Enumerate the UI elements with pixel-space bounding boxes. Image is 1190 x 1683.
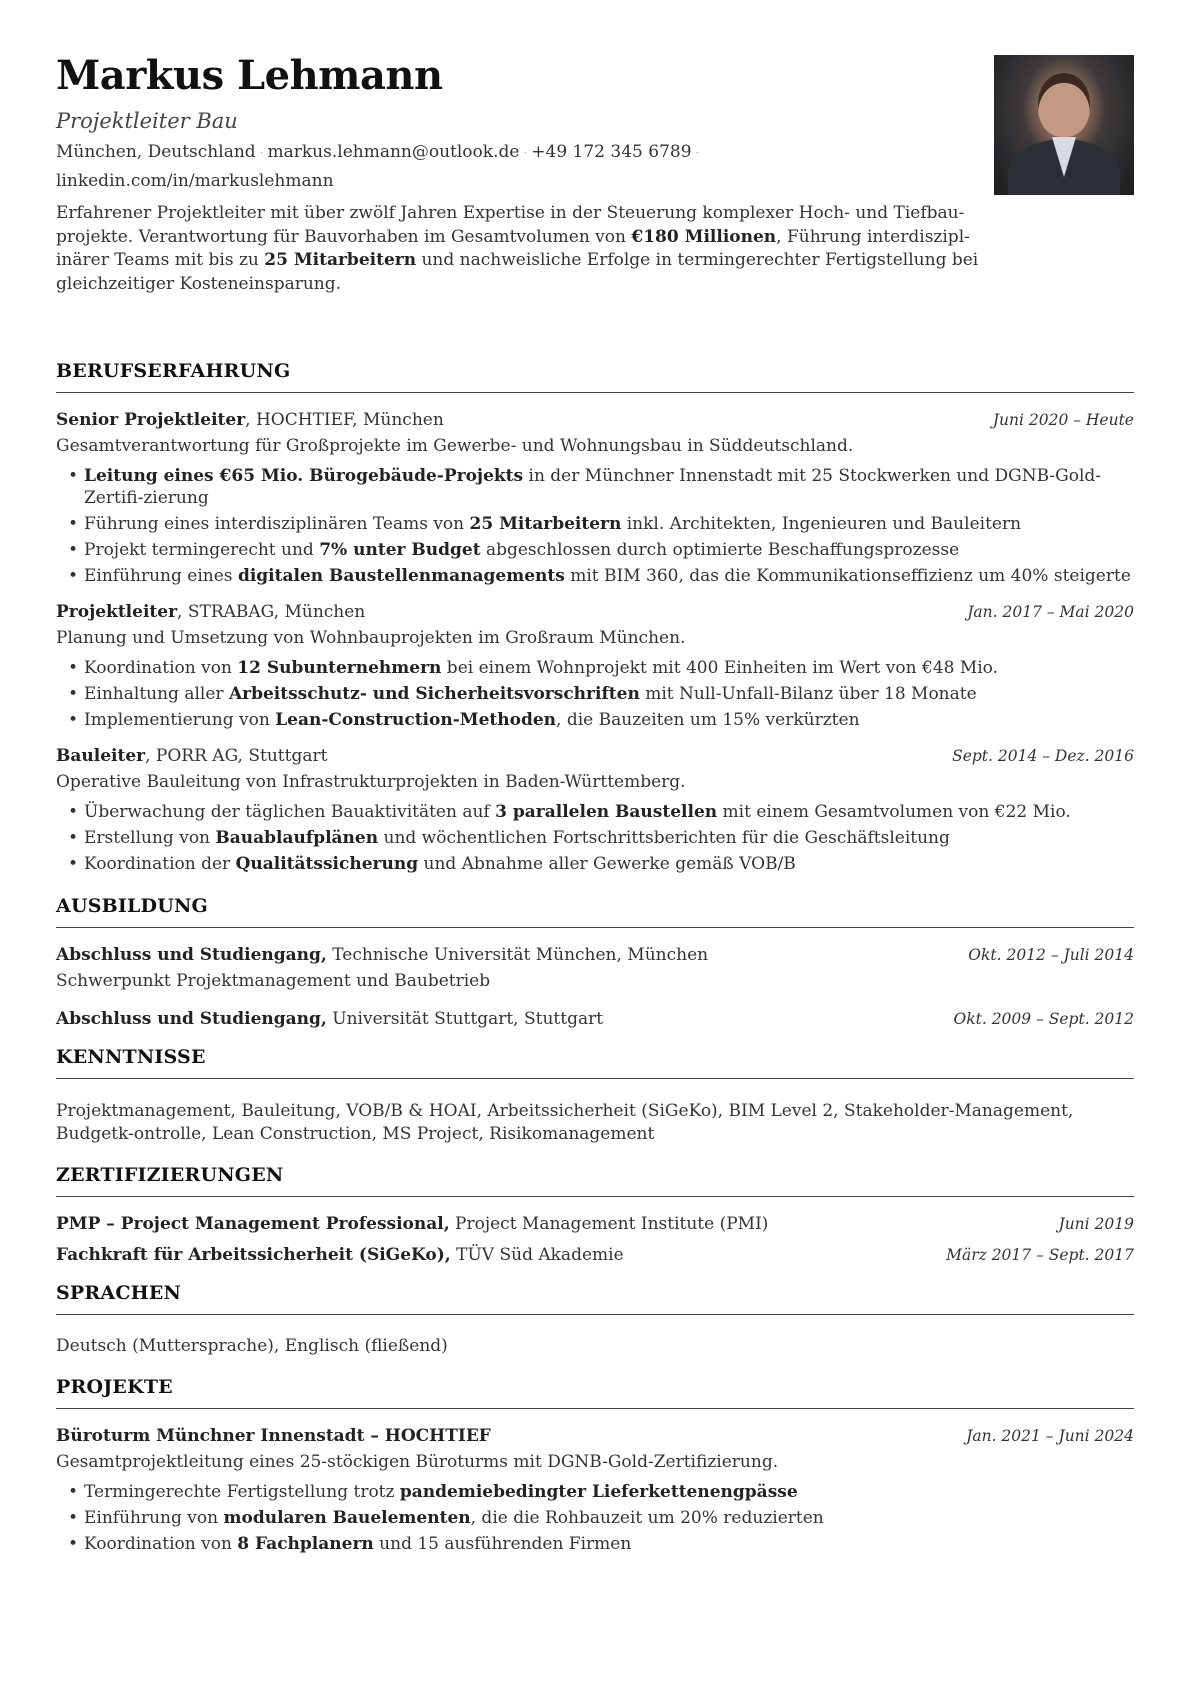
entry-role: Projektleiter [56, 602, 178, 622]
entry-heading [56, 1006, 1134, 1032]
section-title-languages: SPRACHEN [56, 1280, 1134, 1315]
entry-heading [56, 1242, 1134, 1268]
bullet-item [84, 1507, 1134, 1529]
body-text: Erfahrener Projektleiter mit über zwölf Jahren Expertise in der Steuerung komplexer Hoch- und Tiefbau-projekte. Verantwortung für Bauvorhaben im Gesamtvolumen von [56, 203, 965, 247]
section-certifications [56, 1162, 1134, 1268]
body-text: , die die Rohbauzeit um 20% reduzierten [470, 1508, 824, 1528]
bullet-item [84, 1481, 1134, 1503]
entry-description: Planung und Umsetzung von Wohnbauprojekten im Großraum München. [56, 628, 686, 648]
body-text: , die Bauzeiten um 15% verkürzten [556, 710, 860, 730]
entry-role: Büroturm Münchner Innenstadt – HOCHTIEF [56, 1426, 491, 1446]
entry-heading [56, 407, 1134, 433]
entry-role: PMP – Project Management Professional, [56, 1214, 450, 1234]
section-skills [56, 1044, 1134, 1146]
body-text: Koordination von [84, 1534, 238, 1554]
body-text: Einführung von [84, 1508, 224, 1528]
body-text: Überwachung der täglichen Bauaktivitäten auf [84, 802, 496, 822]
bullet-item [84, 513, 1134, 535]
body-text: mit Null-Unfall-Bilanz über 18 Monate [639, 684, 977, 704]
entry-date: Sept. 2014 – Dez. 2016 [952, 747, 1134, 765]
resume-page [56, 52, 1134, 1559]
entry-organization: , PORR AG, Stuttgart [145, 746, 328, 766]
entry-heading [56, 1423, 1134, 1449]
emphasis-text: 25 Mitarbeitern [264, 250, 417, 270]
profile-photo [994, 55, 1134, 195]
body-text: in der Münchner Innenstadt mit 25 Stockwerken und DGNB-Gold-Zertifi-zierung [84, 466, 1102, 508]
emphasis-text: 3 parallelen Baustellen [495, 802, 718, 822]
section-experience [56, 358, 1134, 875]
languages-text: Deutsch (Muttersprache), Englisch (fließend) [56, 1336, 448, 1356]
section-projects [56, 1374, 1134, 1555]
entry-date: Juni 2020 – Heute [992, 411, 1134, 429]
body-text: und 15 ausführenden Firmen [373, 1534, 632, 1554]
entry-heading [56, 743, 1134, 769]
bullet-item [84, 657, 1134, 679]
body-text: bei einem Wohnprojekt mit 400 Einheiten im Wert von €48 Mio. [441, 658, 999, 678]
education-entry [56, 942, 1134, 994]
body-text: abgeschlossen durch optimierte Beschaffungsprozesse [480, 540, 960, 560]
section-title-education: AUSBILDUNG [56, 893, 1134, 928]
candidate-title: Projektleiter Bau [56, 109, 238, 133]
entry-date: Jan. 2021 – Juni 2024 [966, 1427, 1134, 1445]
emphasis-text: pandemiebedingter Lieferkettenengpässe [399, 1482, 798, 1502]
bullet-item [84, 709, 1134, 731]
entry-organization: Universität Stuttgart, Stuttgart [326, 1009, 604, 1029]
entry-description: Gesamtverantwortung für Großprojekte im Gewerbe- und Wohnungsbau in Süddeutschland. [56, 436, 854, 456]
profile-summary [56, 202, 986, 296]
entry-role: Abschluss und Studiengang, [56, 1009, 327, 1029]
section-title-certifications: ZERTIFIZIERUNGEN [56, 1162, 1134, 1197]
body-text: Koordination von [84, 658, 238, 678]
entry-date: März 2017 – Sept. 2017 [946, 1246, 1134, 1264]
entry-description: Operative Bauleitung von Infrastrukturprojekten in Baden-Württemberg. [56, 772, 686, 792]
contact-separator: · [695, 146, 700, 160]
certification-entry [56, 1211, 1134, 1237]
entry-organization: , STRABAG, München [177, 602, 366, 622]
entry-role: Bauleiter [56, 746, 146, 766]
photo-head [1038, 73, 1090, 137]
entry-bullet-list [56, 1481, 1134, 1555]
project-entry [56, 1423, 1134, 1555]
experience-entry [56, 599, 1134, 731]
bullet-item [84, 827, 1134, 849]
bullet-item [84, 853, 1134, 875]
body-text: Termingerechte Fertigstellung trotz [84, 1482, 400, 1502]
education-entry [56, 1006, 1134, 1032]
candidate-name: Markus Lehmann [56, 52, 443, 99]
entry-date: Jan. 2017 – Mai 2020 [967, 603, 1134, 621]
body-text: mit einem Gesamtvolumen von €22 Mio. [717, 802, 1071, 822]
contact-location: München, Deutschland [56, 142, 256, 162]
bullet-item [84, 1533, 1134, 1555]
entry-bullet-list [56, 465, 1134, 587]
entry-organization: TÜV Süd Akademie [450, 1245, 624, 1265]
bullet-item [84, 539, 1134, 561]
emphasis-text: modularen Bauelementen [223, 1508, 471, 1528]
contact-linkedin-link[interactable]: linkedin.com/in/markuslehmann [56, 171, 334, 191]
entry-date: Juni 2019 [1058, 1215, 1134, 1233]
section-title-experience: BERUFSERFAHRUNG [56, 358, 1134, 393]
skills-text: Projektmanagement, Bauleitung, VOB/B & HOAI, Arbeitssicherheit (SiGeKo), BIM Level 2, Stakeholder-Management, Budgetk-ontrolle, Lean Construction, MS Project, Risikomanagement [56, 1101, 1074, 1144]
entry-date: Okt. 2012 – Juli 2014 [968, 946, 1134, 964]
body-text: Koordination der [84, 854, 236, 874]
emphasis-text: 12 Subunternehmern [237, 658, 442, 678]
body-text: Einhaltung aller [84, 684, 229, 704]
emphasis-text: digitalen Baustellenmanagements [237, 566, 565, 586]
body-text: Projekt termingerecht und [84, 540, 320, 560]
contact-separator: · [259, 146, 264, 160]
body-text: Erstellung von [84, 828, 216, 848]
contact-email-link[interactable]: markus.lehmann@outlook.de [267, 142, 520, 162]
entry-role: Abschluss und Studiengang, [56, 945, 327, 965]
body-text: Führung eines interdisziplinären Teams von [84, 514, 470, 534]
emphasis-text: Bauablaufplänen [215, 828, 379, 848]
body-text: und nachweisliche Erfolge in termingerechter Fertigstellung bei gleichzeitiger Kosteneinsparung. [56, 250, 979, 294]
emphasis-text: Qualitätssicherung [235, 854, 419, 874]
body-text: Implementierung von [84, 710, 276, 730]
body-text: , Führung interdiszipl-inärer Teams mit bis zu [56, 226, 970, 270]
entry-date: Okt. 2009 – Sept. 2012 [953, 1010, 1134, 1028]
entry-organization: Technische Universität München, München [326, 945, 709, 965]
entry-heading [56, 1211, 1134, 1237]
contact-line [56, 138, 986, 195]
emphasis-text: €180 Millionen [631, 226, 777, 247]
entry-organization: , HOCHTIEF, München [245, 410, 444, 430]
bullet-item [84, 465, 1134, 509]
entry-role: Senior Projektleiter [56, 410, 246, 430]
entry-bullet-list [56, 801, 1134, 875]
section-education [56, 893, 1134, 1032]
contact-separator: · [523, 146, 528, 160]
emphasis-text: Leitung eines €65 Mio. Bürogebäude-Projekts [84, 466, 524, 486]
contact-phone[interactable]: +49 172 345 6789 [531, 142, 692, 162]
body-text: mit BIM 360, das die Kommunikationseffizienz um 40% steigerte [564, 566, 1131, 586]
body-text: und Abnahme aller Gewerke gemäß VOB/B [418, 854, 796, 874]
entry-description: Schwerpunkt Projektmanagement und Baubetrieb [56, 971, 491, 991]
certification-entry [56, 1242, 1134, 1268]
entry-bullet-list [56, 657, 1134, 731]
section-languages [56, 1280, 1134, 1358]
experience-entry [56, 743, 1134, 875]
entry-description: Gesamtprojektleitung eines 25-stöckigen Büroturms mit DGNB-Gold-Zertifizierung. [56, 1452, 779, 1472]
entry-heading [56, 599, 1134, 625]
experience-entry [56, 407, 1134, 587]
section-title-projects: PROJEKTE [56, 1374, 1134, 1409]
body-text: und wöchentlichen Fortschrittsberichten für die Geschäftsleitung [378, 828, 950, 848]
emphasis-text: 8 Fachplanern [237, 1534, 374, 1554]
body-text: inkl. Architekten, Ingenieuren und Bauleitern [621, 514, 1022, 534]
entry-role: Fachkraft für Arbeitssicherheit (SiGeKo), [56, 1245, 451, 1265]
emphasis-text: Lean-Construction-Methoden [275, 710, 557, 730]
section-title-skills: KENNTNISSE [56, 1044, 1134, 1079]
bullet-item [84, 801, 1134, 823]
emphasis-text: Arbeitsschutz- und Sicherheitsvorschriften [228, 684, 640, 704]
body-text: Einführung eines [84, 566, 238, 586]
emphasis-text: 25 Mitarbeitern [469, 514, 622, 534]
entry-heading [56, 942, 1134, 968]
emphasis-text: 7% unter Budget [319, 540, 481, 560]
entry-organization: Project Management Institute (PMI) [449, 1214, 769, 1234]
bullet-item [84, 683, 1134, 705]
bullet-item [84, 565, 1134, 587]
resume-header [56, 52, 1134, 302]
